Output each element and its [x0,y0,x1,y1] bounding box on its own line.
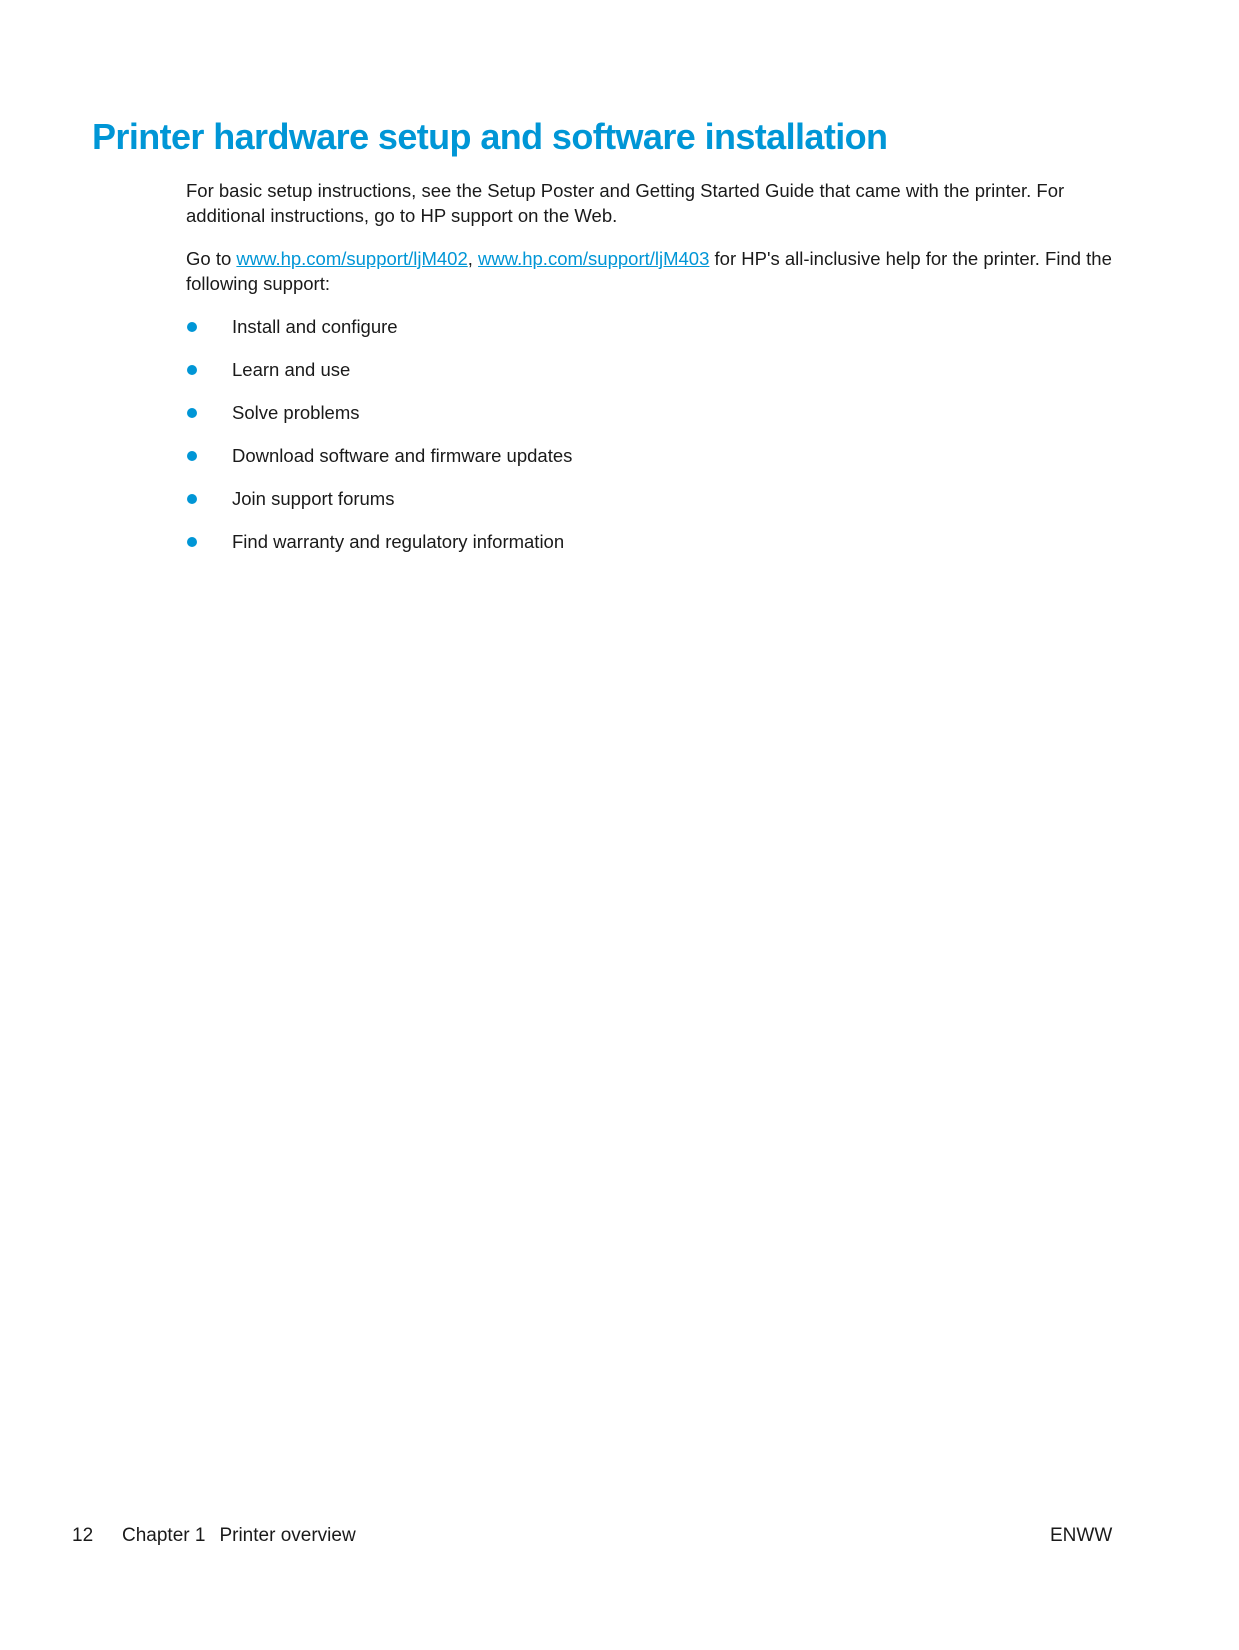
list-item [186,486,1116,511]
support-paragraph-prefix: Go to [186,248,237,269]
support-link-m402[interactable]: www.hp.com/support/ljM402 [236,248,468,269]
intro-paragraph: For basic setup instructions, see the Setup Poster and Getting Started Guide that came with the printer. For additional instructions, go to HP support on the Web. [186,180,1065,226]
list-item [186,529,1116,554]
list-item-label: Install and configure [232,316,398,337]
support-link-m403[interactable]: www.hp.com/support/ljM403 [478,248,710,269]
bullet-icon [187,494,197,504]
list-item [186,314,1116,339]
list-item-label: Find warranty and regulatory information [232,531,565,552]
support-paragraph [186,246,1116,296]
list-item [186,400,1116,425]
section-body [186,178,1116,572]
list-item-label: Download software and firmware updates [232,445,573,466]
footer-chapter-title: Printer overview [219,1525,356,1546]
page-number: 12 [72,1525,94,1546]
support-paragraph-suffix: for HP's all-inclusive help for the printer. Find the following support: [186,248,1112,294]
bullet-icon [187,451,197,461]
bullet-icon [187,537,197,547]
page-footer-left [72,1524,356,1548]
support-paragraph-separator: , [467,248,479,269]
list-item [186,443,1116,468]
support-list [186,314,1116,554]
bullet-icon [187,322,197,332]
section-heading: Printer hardware setup and software installation [92,116,888,157]
list-item-label: Learn and use [232,359,351,380]
list-item [186,357,1116,382]
bullet-icon [187,408,197,418]
list-item-label: Solve problems [232,402,360,423]
list-item-label: Join support forums [232,488,395,509]
bullet-icon [187,365,197,375]
footer-chapter: Chapter 1 [122,1525,206,1546]
page-footer-right: ENWW [1050,1525,1113,1546]
